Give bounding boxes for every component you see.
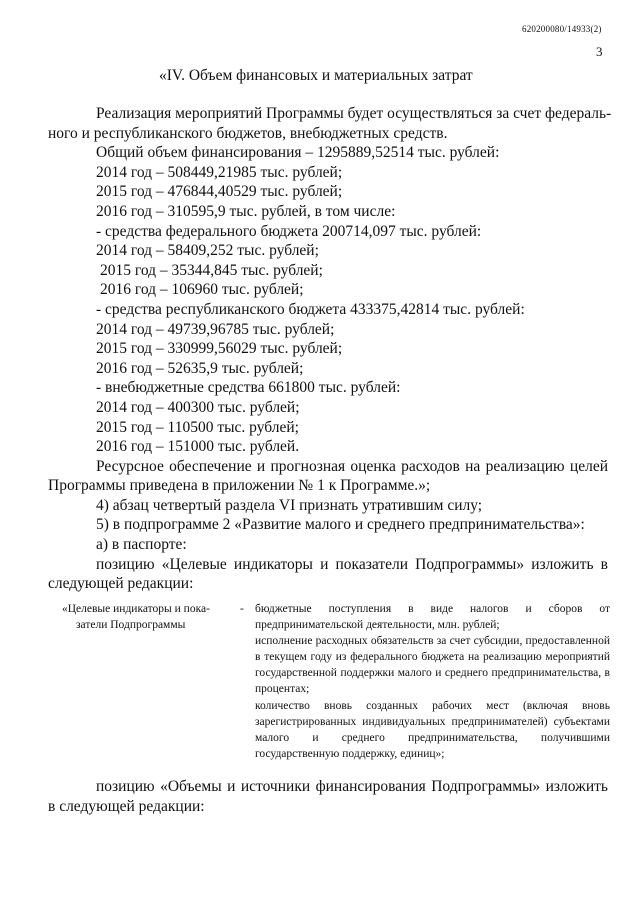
indicator-item: бюджетные поступления в виде налогов и сборов от предпринимательской деятельности, млн. рублей; — [255, 603, 610, 632]
paragraph-line: 2015 год – 110500 тыс. рублей; — [96, 418, 299, 436]
paragraph-line: 2014 год – 400300 тыс. рублей; — [96, 398, 300, 416]
paragraph-line: Реализация мероприятий Программы будет осуществляться за счет федераль- — [96, 105, 612, 122]
section-title: «IV. Объем финансовых и материальных затрат — [159, 67, 473, 84]
paragraph-line: 2014 год – 58409,252 тыс. рублей; — [96, 242, 319, 260]
paragraph-line: - средства федерального бюджета 200714,097 тыс. рублей: — [96, 222, 482, 240]
paragraph-line: 2016 год – 52635,9 тыс. рублей; — [96, 359, 304, 377]
paragraph-line: - средства республиканского бюджета 433375,42814 тыс. рублей: — [96, 300, 525, 318]
indicators-label-line: затели Подпрограммы — [76, 619, 186, 632]
paragraph-line: 4) абзац четвертый раздела VI признать утратившим силу; — [96, 496, 483, 514]
page-number: 3 — [596, 44, 603, 59]
paragraph: позицию «Целевые индикаторы и показатели Подпрограммы» изложить в следующей редакции: — [48, 555, 608, 593]
paragraph-line: 2014 год – 49739,96785 тыс. рублей; — [96, 320, 335, 338]
paragraph: позицию «Объемы и источники финансирования Подпрограммы» изложить в следующей редакции: — [48, 778, 608, 815]
paragraph-line: Общий объем финансирования – 1295889,52514 тыс. рублей: — [96, 144, 500, 162]
indicators-list — [255, 601, 610, 762]
paragraph-line: 2016 год – 106960 тыс. рублей; — [100, 281, 304, 299]
paragraph-line: 2015 год – 35344,845 тыс. рублей; — [100, 261, 323, 279]
paragraph-line: 5) в подпрограмме 2 «Развитие малого и среднего предпринимательства»: — [96, 516, 585, 534]
indicators-label-line: «Целевые индикаторы и пока- — [62, 603, 210, 615]
indicator-item: количество вновь созданных рабочих мест (включая вновь зарегистрированных индивидуальных предпринимателей) субъектами малого и среднего предпринимательства, получившими государственную поддержку, единиц»; — [255, 699, 610, 760]
document-id: 620200080/14933(2) — [522, 24, 602, 34]
paragraph-line: 2016 год – 310595,9 тыс. рублей, в том числе: — [96, 202, 396, 220]
indicators-label — [62, 601, 237, 633]
separator-dash: - — [240, 603, 244, 615]
paragraph: Ресурсное обеспечение и прогнозная оценка расходов на реализацию целей Программы приведена в приложении № 1 к Программе.»; — [48, 457, 608, 495]
paragraph-line: 2016 год – 151000 тыс. рублей. — [96, 438, 300, 456]
paragraph-line: 2014 год – 508449,21985 тыс. рублей; — [96, 163, 343, 181]
paragraph-line: ного и республиканского бюджетов, внебюджетных средств. — [48, 124, 448, 142]
indicator-item: исполнение расходных обязательств за счет субсидии, предоставленной в текущем году из федерального бюджета на реализацию мероприятий государственной поддержки малого и среднего предпринимательства, в процентах; — [255, 635, 610, 696]
paragraph-line: 2015 год – 476844,40529 тыс. рублей; — [96, 183, 343, 201]
paragraph-line: 2015 год – 330999,56029 тыс. рублей; — [96, 340, 343, 358]
paragraph-line: - внебюджетные средства 661800 тыс. рублей: — [96, 379, 401, 397]
body-text — [48, 104, 612, 594]
closing-text — [48, 777, 608, 816]
paragraph-line: а) в паспорте: — [96, 536, 187, 554]
